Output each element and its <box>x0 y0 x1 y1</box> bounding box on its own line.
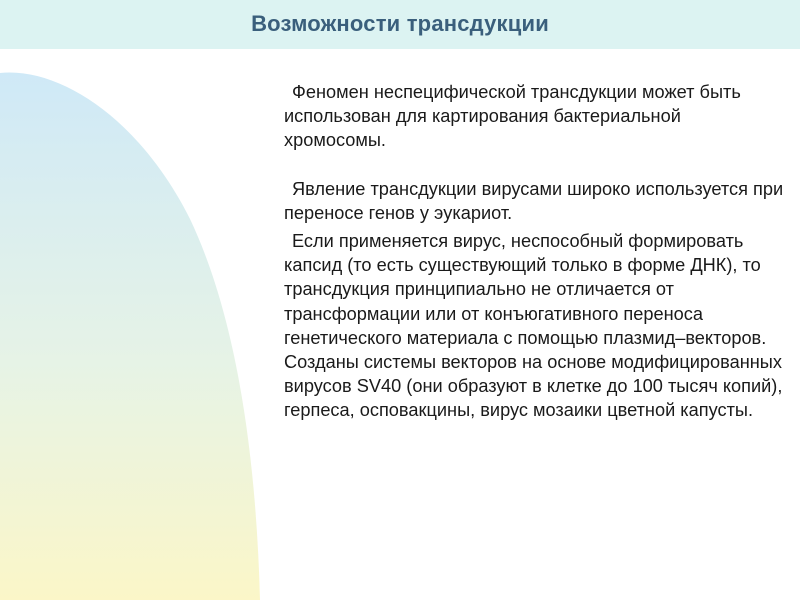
paragraph-eukaryotes: Явление трансдукции вирусами широко используется при переносе генов у эукариот. <box>284 178 784 223</box>
slide-body <box>284 80 784 423</box>
decorative-gradient-shape <box>0 49 270 600</box>
slide-title: Возможности трансдукции <box>251 11 549 36</box>
paragraph-mapping: Феномен неспецифической трансдукции может быть использован для картирования бактериальной хромосомы. <box>284 82 741 151</box>
paragraph-vectors: Если применяется вирус, неспособный формировать капсид (то есть существующий только в форме ДНК), то трансдукция принципиально не отличается от трансформации или от конъюгативного переноса генетического материала с помощью плазмид–векторов. Созданы системы векторов на основе модифицированных вирусов SV40 (они образуют в клетке до 100 тысяч копий), герпеса, осповакцины, вирус мозаики цветной капусты. <box>284 231 783 421</box>
